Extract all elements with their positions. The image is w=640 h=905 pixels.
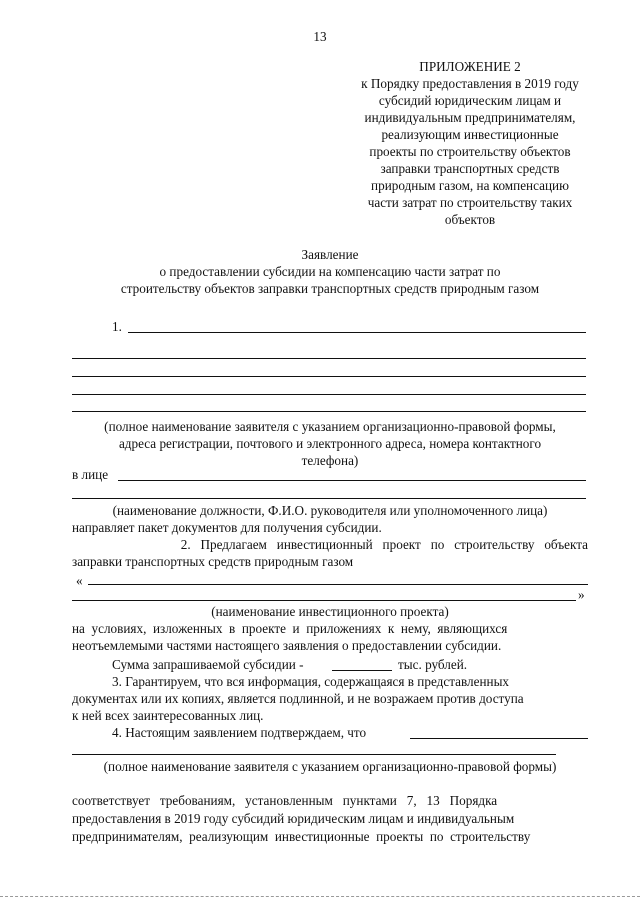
annex-heading: ПРИЛОЖЕНИЕ 2 (419, 59, 521, 74)
representative-caption: (наименование должности, Ф.И.О. руководителя или уполномоченного лица) (112, 503, 548, 518)
section-1-number: 1. (112, 319, 122, 334)
applicant-confirm-field[interactable] (410, 738, 588, 739)
open-quote: « (76, 573, 83, 588)
amount-unit: тыс. рублей. (398, 657, 468, 672)
page-edge-divider (0, 896, 640, 897)
annex-line: индивидуальным предпринимателям, (364, 110, 576, 125)
annex-line: части затрат по строительству таких (367, 195, 573, 210)
project-caption: (наименование инвестиционного проекта) (211, 604, 449, 619)
title-line: строительству объектов заправки транспортных средств природным газом (120, 281, 540, 296)
project-name-field[interactable] (72, 600, 576, 601)
section-3-line: документах или их копиях, является подлинной, и не возражаем против доступа (72, 691, 524, 706)
title-line: о предоставлении субсидии на компенсацию части затрат по (159, 264, 501, 279)
section-3-line: к ней всех заинтересованных лиц. (72, 708, 264, 723)
compliance-text: соответствует требованиям, установленным пунктами 7, 13 Порядка (72, 793, 498, 808)
section-2-intro-cont: заправки транспортных средств природным газом (72, 554, 354, 569)
annex-line: реализующим инвестиционные (381, 127, 559, 142)
annex-line: природным газом, на компенсацию (371, 178, 569, 193)
caption-line: телефона) (301, 453, 359, 468)
caption-line: (полное наименование заявителя с указанием организационно-правовой формы, (104, 419, 556, 434)
applicant-caption (62, 418, 598, 469)
section-2-intro: 2. Предлагаем инвестиционный проект по строительству объекта (180, 537, 588, 552)
annex-block (330, 58, 610, 228)
applicant-name-field[interactable] (72, 394, 586, 395)
representative-field[interactable] (72, 498, 586, 499)
document-title (60, 246, 600, 297)
project-name-field[interactable] (88, 584, 588, 585)
annex-line: заправки транспортных средств (380, 161, 560, 176)
in-person-label: в лице (72, 467, 109, 482)
conditions-text: на условиях, изложенных в проекте и приложениях к нему, являющихся (72, 621, 508, 636)
close-quote: » (578, 587, 585, 602)
page-number: 13 (313, 29, 327, 44)
amount-label: Сумма запрашиваемой субсидии - (112, 657, 304, 672)
annex-line: объектов (444, 212, 496, 227)
representative-field[interactable] (118, 480, 586, 481)
caption-line: адреса регистрации, почтового и электронного адреса, номера контактного (118, 436, 542, 451)
applicant-confirm-field[interactable] (72, 754, 556, 755)
section-4-line: 4. Настоящим заявлением подтверждаем, что (112, 725, 367, 740)
title-word: Заявление (301, 247, 359, 262)
applicant-name-field[interactable] (128, 332, 586, 333)
section-3-line: 3. Гарантируем, что вся информация, содержащаяся в представленных (112, 674, 510, 689)
compliance-text: предоставления в 2019 году субсидий юридическим лицам и индивидуальным (72, 811, 515, 826)
annex-line: субсидий юридическим лицам и (378, 93, 562, 108)
applicant-name-field[interactable] (72, 376, 586, 377)
conditions-text-cont: неотъемлемыми частями настоящего заявления о предоставлении субсидии. (72, 638, 502, 653)
sends-text: направляет пакет документов для получения субсидии. (72, 520, 382, 535)
confirm-caption: (полное наименование заявителя с указанием организационно-правовой формы) (103, 759, 557, 774)
applicant-name-field[interactable] (72, 411, 586, 412)
applicant-name-field[interactable] (72, 358, 586, 359)
compliance-text: предпринимателям, реализующим инвестиционные проекты по строительству (72, 829, 531, 844)
annex-line: к Порядку предоставления в 2019 году (361, 76, 579, 91)
annex-line: проекты по строительству объектов (369, 144, 571, 159)
amount-field[interactable] (332, 670, 392, 671)
